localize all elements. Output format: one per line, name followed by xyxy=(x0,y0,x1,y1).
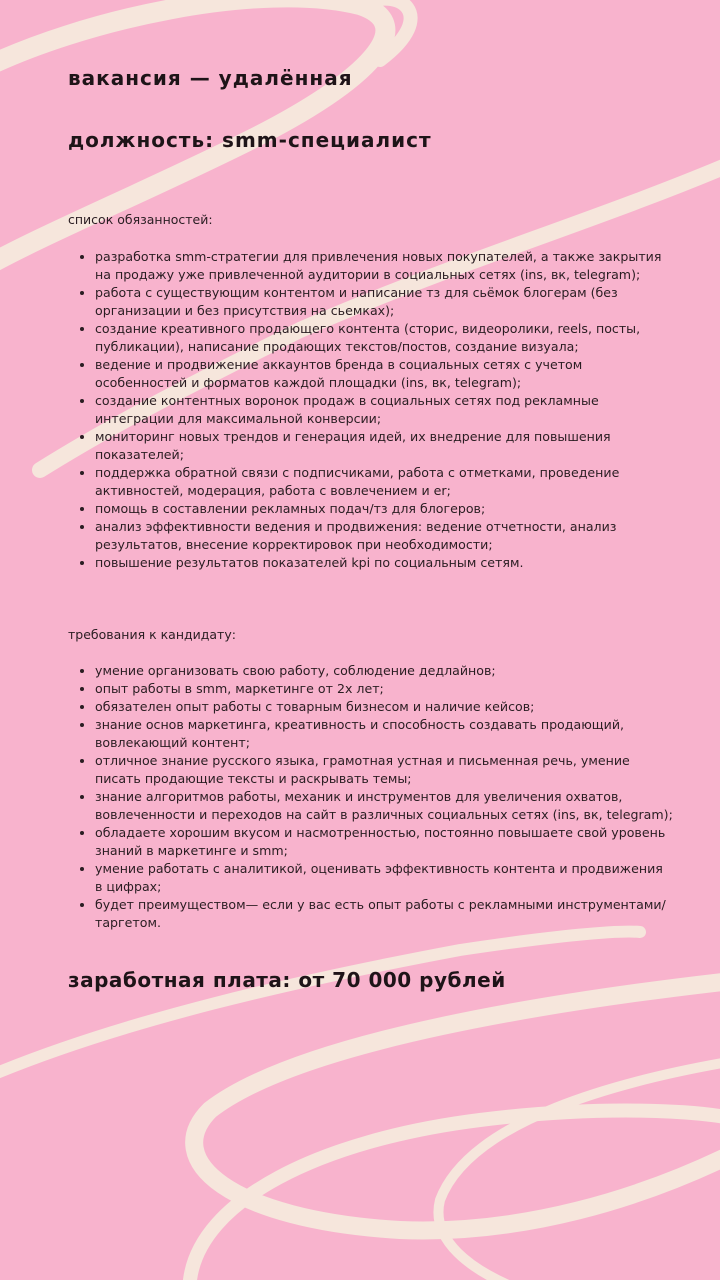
list-item: • умение организовать свою работу, соблюдение дедлайнов; xyxy=(95,662,673,680)
list-item: • повышение результатов показателей kpi по социальным сетям. xyxy=(95,554,673,572)
list-item: • обладаете хорошим вкусом и насмотренностью, постоянно повышаете свой уровень знаний в маркетинге и smm; xyxy=(95,824,673,860)
list-item: • мониторинг новых трендов и генерация идей, их внедрение для повышения показателей; xyxy=(95,428,673,464)
list-item: • создание креативного продающего контента (сторис, видеоролики, reels, посты, публикации), написание продающих текстов/постов, создание визуала; xyxy=(95,320,673,356)
list-item: • создание контентных воронок продаж в социальных сетях под рекламные интеграции для максимальной конверсии; xyxy=(95,392,673,428)
list-item: • умение работать с аналитикой, оценивать эффективность контента и продвижения в цифрах; xyxy=(95,860,673,896)
position-title: должность: smm-специалист xyxy=(68,128,432,152)
list-item: • знание основ маркетинга, креативность и способность создавать продающий, вовлекающий контент; xyxy=(95,716,673,752)
responsibilities-list xyxy=(68,248,673,572)
list-item: • обязателен опыт работы с товарным бизнесом и наличие кейсов; xyxy=(95,698,673,716)
responsibilities-label: список обязанностей: xyxy=(68,212,213,227)
list-item: • помощь в составлении рекламных подач/тз для блогеров; xyxy=(95,500,673,518)
requirements-list xyxy=(68,662,673,932)
list-item: • работа с существующим контентом и написание тз для сьёмок блогерам (без организации и без присутствия на сьемках); xyxy=(95,284,673,320)
list-item: • отличное знание русского языка, грамотная устная и письменная речь, умение писать продающие тексты и раскрывать темы; xyxy=(95,752,673,788)
list-item: • анализ эффективности ведения и продвижения: ведение отчетности, анализ результатов, внесение корректировок при необходимости; xyxy=(95,518,673,554)
list-item: • ведение и продвижение аккаунтов бренда в социальных сетях с учетом особенностей и форматов каждой площадки (ins, вк, telegram); xyxy=(95,356,673,392)
list-item: • разработка smm-стратегии для привлечения новых покупателей, а также закрытия на продажу уже привлеченной аудитории в социальных сетях (ins, вк, telegram); xyxy=(95,248,673,284)
list-item: • будет преимуществом— если у вас есть опыт работы с рекламными инструментами/таргетом. xyxy=(95,896,673,932)
vacancy-title: вакансия — удалённая xyxy=(68,66,353,90)
list-item: • знание алгоритмов работы, механик и инструментов для увеличения охватов, вовлеченности и переходов на сайт в различных социальных сетях (ins, вк, telegram); xyxy=(95,788,673,824)
requirements-label: требования к кандидату: xyxy=(68,627,236,642)
salary-heading: заработная плата: от 70 000 рублей xyxy=(68,968,506,992)
list-item: • опыт работы в smm, маркетинге от 2х лет; xyxy=(95,680,673,698)
list-item: • поддержка обратной связи с подписчиками, работа с отметками, проведение активностей, модерация, работа с вовлечением и er; xyxy=(95,464,673,500)
